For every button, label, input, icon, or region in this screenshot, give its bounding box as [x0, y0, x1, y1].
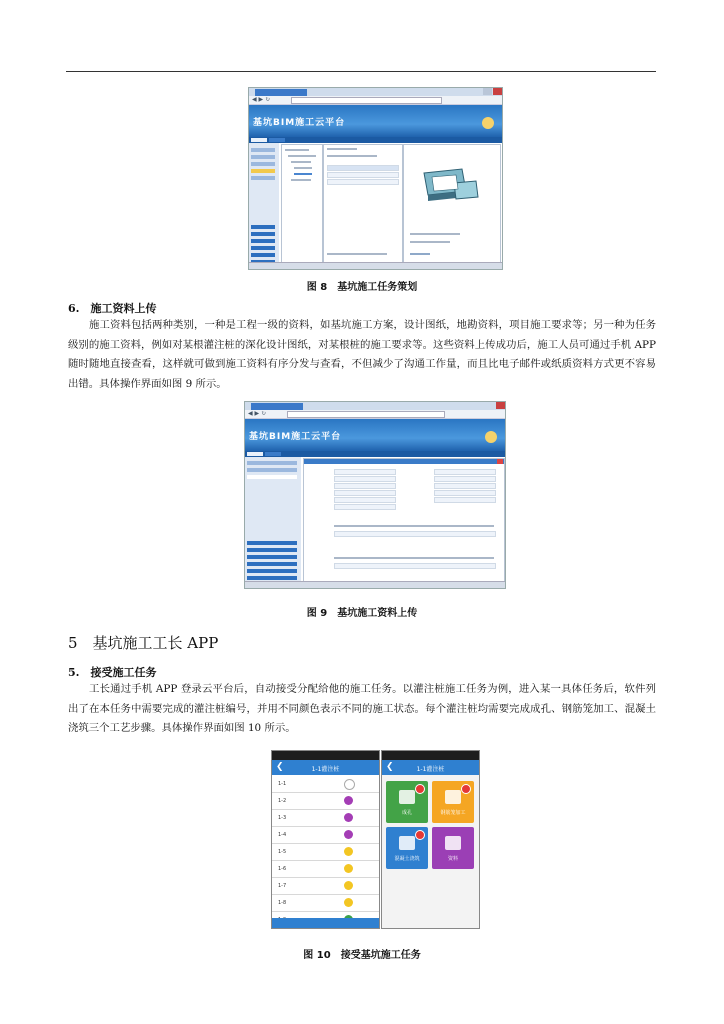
header-rule	[66, 71, 656, 72]
app-banner	[245, 419, 505, 451]
form-field[interactable]	[334, 504, 396, 510]
sidebar-item[interactable]	[251, 176, 275, 180]
url-field[interactable]	[287, 411, 445, 418]
sidebar-item[interactable]	[251, 239, 275, 243]
section-6-text: 施工资料包括两种类别，一种是工程一级的资料，如基坑施工方案，设计图纸，地勘资料，项目施工要求等；另一种为任务级别的施工资料，例如对某根灌注桩的深化设计图纸，对某根桩的施工要求等。这些资料上传成功后，施工人员可通过手机 APP 随时随地直接查看，这样就可做到施工资料有序分发与查看，不但减少了沟通工作量，而且比电子邮件或纸质资料方式更不容易出错。具体操作界面如图 9 所示。	[68, 319, 656, 390]
toolbar[interactable]	[327, 148, 357, 150]
figure-8-screenshot	[248, 87, 503, 270]
process-label: 混凝土浇筑	[394, 856, 420, 862]
form-field[interactable]	[434, 490, 496, 496]
sidebar-item[interactable]	[251, 155, 275, 159]
app-menubar	[249, 137, 502, 143]
table-row[interactable]	[327, 179, 399, 185]
notification-badge-icon	[415, 784, 425, 794]
bim-model-view[interactable]	[404, 145, 500, 225]
status-dot-icon	[344, 813, 353, 822]
sidebar-item[interactable]	[247, 475, 297, 479]
confirm-button[interactable]	[410, 253, 430, 255]
pile-id: 1-2	[278, 798, 287, 804]
form-field[interactable]	[334, 497, 396, 503]
status-dot-icon	[344, 881, 353, 890]
nav-arrows-icon[interactable]: ◀ ▶ ↻	[252, 96, 271, 103]
sidebar-item[interactable]	[247, 541, 297, 545]
menu-tab-1[interactable]	[247, 452, 263, 456]
file-list-header	[334, 557, 494, 559]
form-field[interactable]	[434, 476, 496, 482]
browser-tabbar	[245, 402, 505, 410]
sidebar-item[interactable]	[247, 576, 297, 580]
pile-id: 1-1	[278, 781, 287, 787]
process-icon	[399, 790, 415, 804]
pile-list-item[interactable]	[272, 775, 379, 793]
section-5-1-paragraph	[68, 680, 656, 739]
pile-list-item[interactable]	[272, 843, 379, 861]
phone-title: 1-1灌注桩	[416, 766, 445, 773]
menu-tab-1[interactable]	[251, 138, 267, 142]
pile-list-item[interactable]	[272, 826, 379, 844]
form-field[interactable]	[334, 476, 396, 482]
pile-list-item[interactable]	[272, 877, 379, 895]
pager[interactable]	[327, 253, 387, 255]
dialog-close-icon[interactable]	[497, 459, 503, 464]
horizontal-scrollbar[interactable]	[249, 262, 502, 269]
tree-node[interactable]	[285, 149, 309, 151]
process-tile-grid	[382, 775, 479, 885]
process-icon	[445, 790, 461, 804]
process-icon	[399, 836, 415, 850]
process-tile[interactable]	[432, 781, 474, 823]
app-title: 基坑BIM施工云平台	[249, 432, 342, 442]
pile-list-item[interactable]	[272, 792, 379, 810]
figure-10-caption: 图 10 接受基坑施工任务	[303, 950, 421, 961]
app-banner	[249, 105, 502, 137]
sidebar-item[interactable]	[247, 562, 297, 566]
pile-id: 1-8	[278, 900, 287, 906]
form-field[interactable]	[334, 469, 396, 475]
status-dot-icon	[344, 898, 353, 907]
process-label: 成孔	[401, 810, 412, 816]
chapter-5-heading: 5 基坑施工工长 APP	[68, 634, 219, 652]
pile-id: 1-5	[278, 849, 287, 855]
file-row[interactable]	[334, 563, 496, 569]
browser-tabbar	[249, 88, 502, 96]
sidebar-item[interactable]	[251, 148, 275, 152]
section-5-1-text: 工长通过手机 APP 登录云平台后，自动接受分配给他的施工任务。以灌注桩施工任务为例，进入某一具体任务后，软件列出了在本任务中需要完成的灌注桩编号，并用不同颜色表示不同的施工状态。每个灌注桩均需要完成成孔、钢筋笼加工、混凝土浇筑三个工艺步骤。具体操作界面如图 10 所示。	[68, 683, 656, 734]
sidebar-item[interactable]	[247, 555, 297, 559]
left-sidebar	[249, 143, 279, 269]
process-label: 钢筋笼加工	[440, 810, 466, 816]
task-list-panel	[323, 144, 403, 264]
pile-list-item[interactable]	[272, 894, 379, 912]
nav-arrows-icon[interactable]: ◀ ▶ ↻	[248, 410, 267, 417]
menu-tab-2[interactable]	[265, 452, 281, 456]
tree-node[interactable]	[294, 173, 312, 175]
tree-node[interactable]	[294, 167, 312, 169]
phone-status-bar	[272, 751, 379, 760]
pile-id: 1-7	[278, 883, 287, 889]
address-bar	[245, 410, 505, 419]
address-bar	[249, 96, 502, 105]
pile-list-item[interactable]	[272, 809, 379, 827]
user-avatar-icon[interactable]	[485, 431, 497, 443]
window-close-icon[interactable]	[493, 88, 502, 95]
filter-bar[interactable]	[327, 155, 377, 157]
form-field[interactable]	[334, 490, 396, 496]
tree-panel	[281, 144, 323, 264]
process-label: 资料	[447, 856, 458, 862]
back-arrow-icon[interactable]: ❮	[276, 762, 284, 772]
property-field[interactable]	[410, 233, 460, 235]
app-title: 基坑BIM施工云平台	[253, 118, 346, 128]
sidebar-item[interactable]	[247, 569, 297, 573]
tree-node[interactable]	[291, 179, 311, 181]
tree-node[interactable]	[291, 161, 311, 163]
notification-badge-icon	[461, 784, 471, 794]
horizontal-scrollbar[interactable]	[245, 581, 505, 588]
phone-bottom-bar	[272, 918, 379, 928]
notification-badge-icon	[415, 830, 425, 840]
back-arrow-icon[interactable]: ❮	[386, 762, 394, 772]
phone-title: 1-1灌注桩	[311, 766, 340, 773]
phone-appbar	[382, 760, 479, 775]
form-field[interactable]	[334, 483, 396, 489]
pile-list-item[interactable]	[272, 860, 379, 878]
menu-tab-2[interactable]	[269, 138, 285, 142]
action-buttons[interactable]	[410, 241, 450, 243]
sidebar-item[interactable]	[247, 461, 297, 465]
sidebar-item[interactable]	[251, 253, 275, 257]
sidebar-item-selected[interactable]	[251, 169, 275, 173]
phone-appbar	[272, 760, 379, 775]
pile-id: 1-6	[278, 866, 287, 872]
sidebar-item[interactable]	[247, 548, 297, 552]
form-field[interactable]	[434, 497, 496, 503]
url-field[interactable]	[291, 97, 442, 104]
browser-tab[interactable]	[251, 403, 303, 410]
window-close-icon[interactable]	[496, 402, 505, 409]
status-dot-icon	[344, 796, 353, 805]
left-sidebar	[245, 457, 301, 588]
section-5-1-heading: 5. 接受施工任务	[68, 666, 157, 679]
sidebar-item[interactable]	[251, 232, 275, 236]
sidebar-item[interactable]	[251, 246, 275, 250]
sidebar-item[interactable]	[251, 225, 275, 229]
section-6-paragraph	[68, 316, 656, 394]
process-tile[interactable]	[432, 827, 474, 869]
status-dot-icon	[344, 779, 355, 790]
form-field[interactable]	[434, 483, 496, 489]
phone-pile-list	[271, 750, 380, 929]
user-avatar-icon[interactable]	[482, 117, 494, 129]
section-6-heading: 6. 施工资料上传	[68, 302, 157, 315]
figure-9-screenshot	[244, 401, 506, 589]
process-icon	[445, 836, 461, 850]
figure-9-caption: 图 9 基坑施工资料上传	[306, 608, 418, 619]
process-tile[interactable]	[386, 827, 428, 869]
tree-node[interactable]	[288, 155, 316, 157]
table-header	[327, 165, 399, 171]
sidebar-item[interactable]	[251, 162, 275, 166]
sidebar-item[interactable]	[247, 468, 297, 472]
form-field[interactable]	[434, 469, 496, 475]
phone-task-detail	[381, 750, 480, 929]
upload-form-panel	[303, 458, 505, 584]
table-row[interactable]	[327, 172, 399, 178]
pile-id: 1-3	[278, 815, 287, 821]
status-dot-icon	[344, 864, 353, 873]
dialog-titlebar	[304, 459, 504, 464]
file-row[interactable]	[334, 531, 496, 537]
window-max-icon[interactable]	[483, 88, 492, 95]
pile-id: 1-4	[278, 832, 287, 838]
process-tile[interactable]	[386, 781, 428, 823]
status-dot-icon	[344, 830, 353, 839]
file-list-header	[334, 525, 494, 527]
figure-8-caption: 图 8 基坑施工任务策划	[306, 282, 418, 293]
phone-status-bar	[382, 751, 479, 760]
model-viewer-panel	[403, 144, 501, 264]
browser-tab[interactable]	[255, 89, 307, 96]
status-dot-icon	[344, 847, 353, 856]
